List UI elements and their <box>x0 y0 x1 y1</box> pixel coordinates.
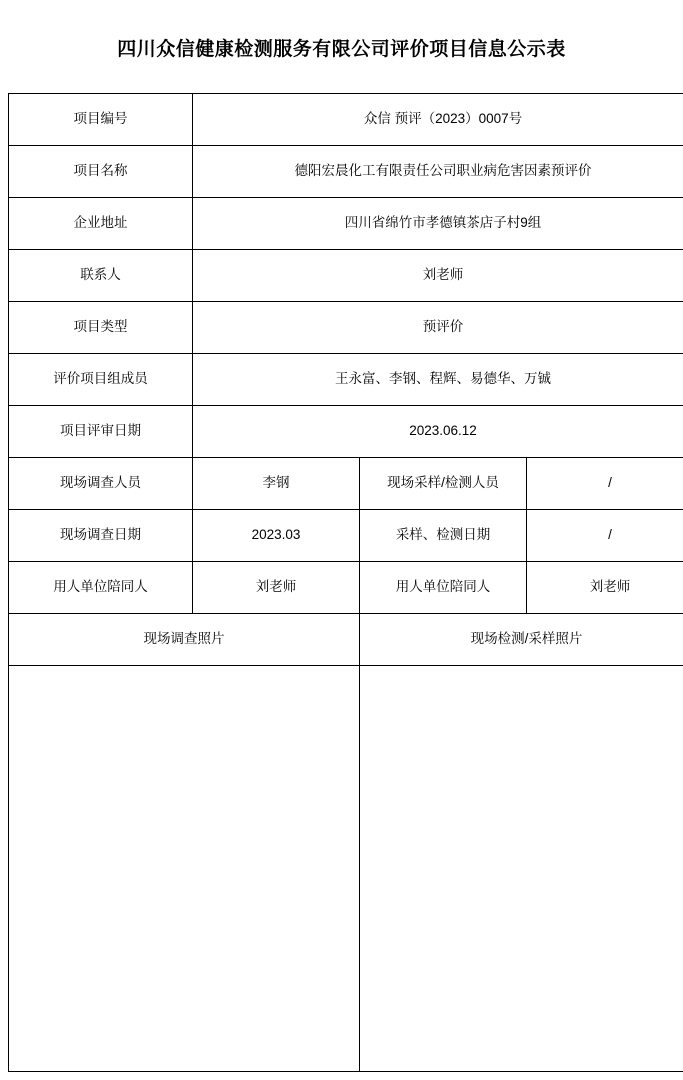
table-row <box>9 197 683 249</box>
row-label: 评价项目组成员 <box>9 353 193 405</box>
row-label: 用人单位陪同人 <box>9 561 193 613</box>
row-value-secondary: / <box>527 457 683 509</box>
table-row <box>9 561 683 613</box>
photo-header-left: 现场调查照片 <box>9 613 360 665</box>
photo-header-row <box>9 613 683 665</box>
row-label: 联系人 <box>9 249 193 301</box>
project-info-table <box>8 93 683 1072</box>
row-value: 预评价 <box>193 301 683 353</box>
row-label: 项目编号 <box>9 93 193 145</box>
row-label-secondary: 现场采样/检测人员 <box>360 457 527 509</box>
photo-header-right: 现场检测/采样照片 <box>360 613 683 665</box>
table-row <box>9 353 683 405</box>
table-row <box>9 301 683 353</box>
row-label: 项目评审日期 <box>9 405 193 457</box>
row-label-secondary: 采样、检测日期 <box>360 509 527 561</box>
table-row <box>9 93 683 145</box>
row-label-secondary: 用人单位陪同人 <box>360 561 527 613</box>
row-value: 刘老师 <box>193 249 683 301</box>
row-value: 四川省绵竹市孝德镇茶店子村9组 <box>193 197 683 249</box>
page-title: 四川众信健康检测服务有限公司评价项目信息公示表 <box>117 39 566 60</box>
table-row <box>9 509 683 561</box>
photo-body-row <box>9 665 683 1071</box>
table-row <box>9 457 683 509</box>
row-value: 众信 预评（2023）0007号 <box>193 93 683 145</box>
row-label: 项目名称 <box>9 145 193 197</box>
table-row <box>9 249 683 301</box>
row-label: 现场调查日期 <box>9 509 193 561</box>
table-row <box>9 405 683 457</box>
table-row <box>9 145 683 197</box>
row-value: 2023.03 <box>193 509 360 561</box>
row-value-secondary: 刘老师 <box>527 561 683 613</box>
row-value: 刘老师 <box>193 561 360 613</box>
photo-area-right <box>360 665 683 1071</box>
row-value: 李钢 <box>193 457 360 509</box>
row-value: 德阳宏晨化工有限责任公司职业病危害因素预评价 <box>193 145 683 197</box>
row-label: 现场调查人员 <box>9 457 193 509</box>
row-label: 项目类型 <box>9 301 193 353</box>
row-label: 企业地址 <box>9 197 193 249</box>
row-value-secondary: / <box>527 509 683 561</box>
row-value: 2023.06.12 <box>193 405 683 457</box>
photo-area-left <box>9 665 360 1071</box>
row-value: 王永富、李钢、程辉、易德华、万铖 <box>193 353 683 405</box>
